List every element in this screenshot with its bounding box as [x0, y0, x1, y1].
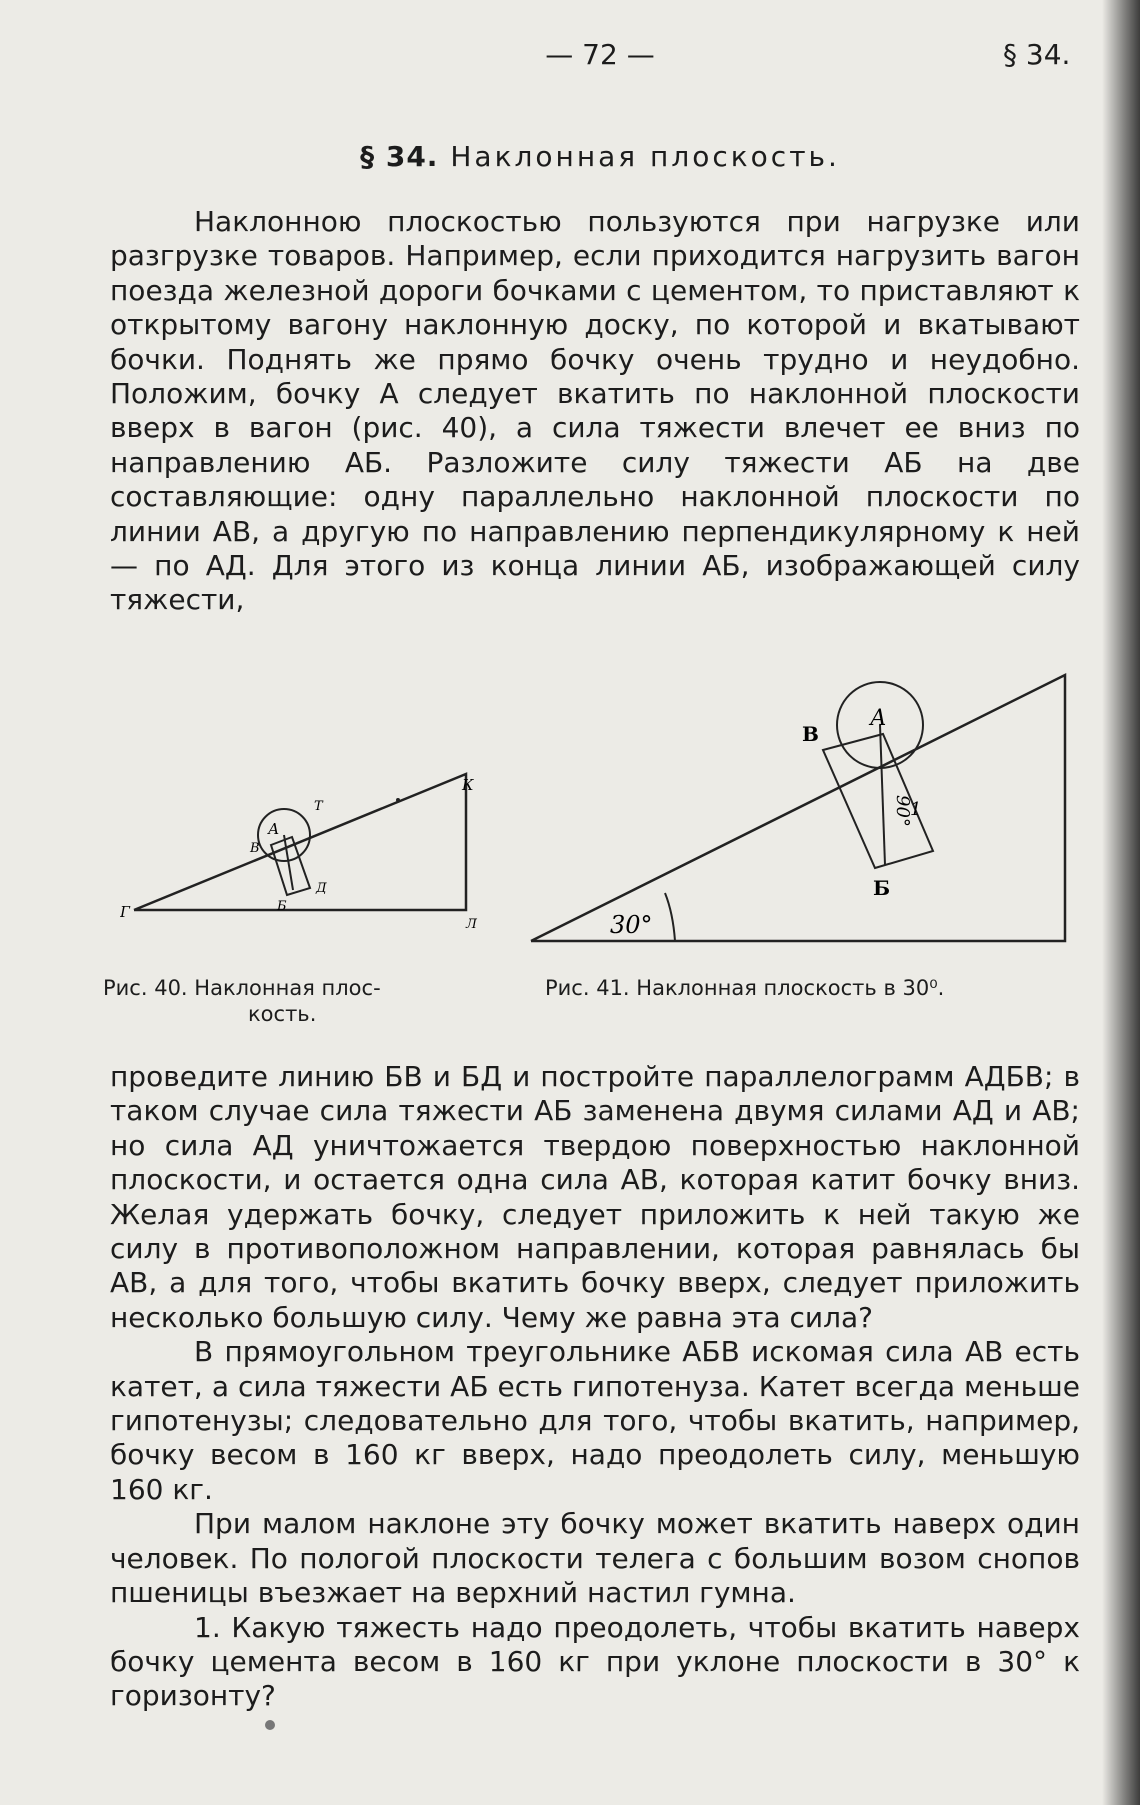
fig40-label-k: К [462, 776, 474, 794]
fig41-label-b: Б [873, 876, 891, 900]
paragraph: При малом наклоне эту бочку может вкатить наверх один человек. По пологой плоскости телега с большим возом снопов пшеницы въезжает на верхний настил гумна. [110, 1507, 1080, 1610]
ink-dot [265, 1720, 275, 1730]
fig41-label-v: В [802, 722, 819, 746]
figure-41-inclined-plane-30 [525, 665, 1080, 955]
section-title [0, 140, 1140, 173]
fig41-label-90: 90° [892, 795, 913, 827]
body-text-top [110, 205, 1080, 618]
fig40-label-b: Б [277, 899, 287, 914]
fig40-triangle [134, 774, 466, 910]
fig40-label-g: Г [120, 903, 130, 921]
fig40-dot [396, 798, 400, 802]
figure-40-caption [103, 975, 493, 1027]
paragraph: Наклонною плоскостью пользуются при нагрузке или разгрузке товаров. Например, если приходится нагрузить вагон поезда железной дороги бочками с цементом, то приставляют к открытому вагону наклонную доску, по которой и вкатывают бочки. Поднять же прямо бочку очень трудно и неудобно. Положим, бочку А следует вкатить по наклонной плоскости вверх в вагон (рис. 40), а сила тяжести влечет ее вниз по направлению АБ. Разложите силу тяжести АБ на две составляющие: одну параллельно наклонной плоскости по линии АВ, а другую по направлению перпендикулярному к ней — по АД. Для этого из конца линии АБ, изображающей силу тяжести, [110, 205, 1080, 617]
fig41-triangle [531, 675, 1065, 941]
section-name: Наклонная плоскость. [450, 140, 840, 173]
exercise-question: 1. Какую тяжесть надо преодолеть, чтобы вкатить наверх бочку цемента весом в 160 кг при уклоне плоскости в 30° к горизонту? [110, 1610, 1080, 1713]
fig40-label-v: В [250, 841, 260, 856]
fig41-gravity-line [880, 725, 885, 865]
section-number: § 34. [360, 140, 439, 173]
paragraph: проведите линию БВ и БД и постройте параллелограмм АДБВ; в таком случае сила тяжести АБ заменена двумя силами АД и АВ; но сила АД уничтожается твердою поверхностью наклонной плоскости, и остается одна сила АВ, которая катит бочку вниз. Желая удержать бочку, следует приложить к ней такую же силу в противоположном направлении, которая равнялась бы АВ, а для того, чтобы вкатить бочку вверх, следует приложить несколько большую силу. Чему же равна эта сила? [110, 1060, 1080, 1334]
fig40-gravity-line [284, 835, 293, 890]
page-edge-shadow [1102, 0, 1140, 1805]
page-number: — 72 — [545, 38, 655, 71]
figure-40-caption-line2: кость. [248, 1002, 317, 1026]
fig40-label-a: А [268, 820, 280, 838]
fig41-angle-arc [665, 893, 675, 941]
figure-40-caption-line1: Рис. 40. Наклонная плос- [103, 976, 381, 1000]
figure-40-inclined-plane [120, 760, 480, 930]
running-section-mark: § 34. [1003, 38, 1071, 71]
fig41-label-a: А [870, 706, 887, 731]
fig40-label-l: Л [466, 917, 477, 930]
paragraph: В прямоугольном треугольнике АБВ искомая сила АВ есть катет, а сила тяжести АБ есть гипотенуза. Катет всегда меньше гипотенузы; следовательно для того, чтобы вкатить, например, бочку весом в 160 кг вверх, надо преодолеть силу, меньшую 160 кг. [110, 1335, 1080, 1506]
figure-41-caption: Рис. 41. Наклонная плоскость в 30⁰. [545, 976, 945, 1000]
fig41-label-1: 1 [910, 799, 922, 820]
running-head [0, 38, 1140, 78]
fig40-label-d: Д [316, 881, 327, 896]
fig40-label-t: Т [314, 799, 323, 814]
body-text-bottom [110, 1060, 1080, 1714]
fig41-label-30: 30° [610, 911, 653, 939]
